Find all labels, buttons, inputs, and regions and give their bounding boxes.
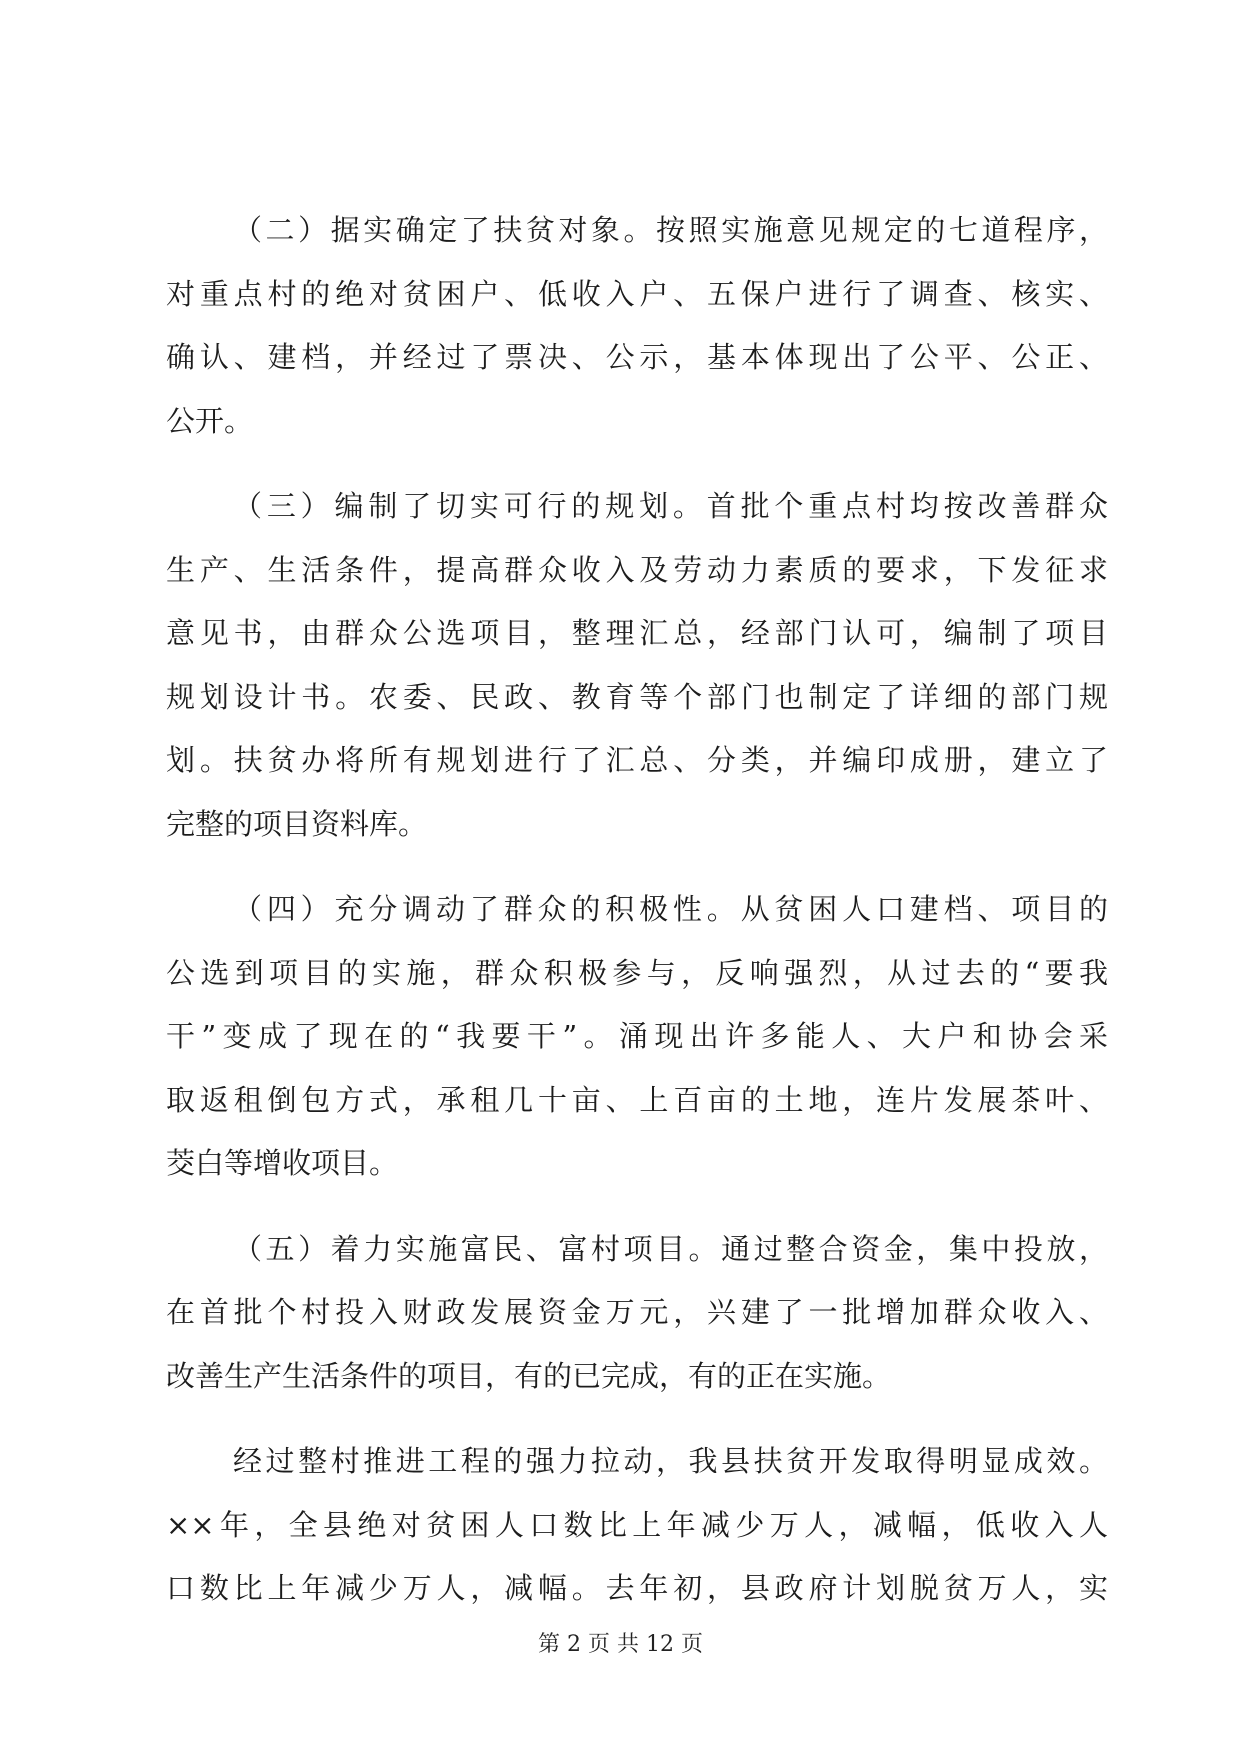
paragraph-determine-targets	[166, 199, 1108, 453]
text-line: 公选到项目的实施，群众积极参与，反响强烈，从过去的“要我	[166, 955, 1108, 990]
text-line: 干”变成了现在的“我要干”。涌现出许多能人、大户和协会采	[166, 1019, 1108, 1053]
text-line: 改善生产生活条件的项目，有的已完成，有的正在实施。	[166, 1358, 892, 1393]
text-line: （四）充分调动了群众的积极性。从贫困人口建档、项目的	[233, 892, 1108, 926]
text-line: 生产、生活条件，提高群众收入及劳动力素质的要求，下发征求	[166, 552, 1108, 587]
text-line: 公开。	[166, 403, 254, 438]
text-line: （三）编制了切实可行的规划。首批个重点村均按改善群众	[233, 489, 1108, 523]
paragraph-planning	[166, 475, 1108, 856]
text-line: 经过整村推进工程的强力拉动，我县扶贫开发取得明显成效。	[233, 1444, 1108, 1478]
text-line: （五）着力实施富民、富村项目。通过整合资金，集中投放，	[233, 1231, 1108, 1266]
document-body	[166, 199, 1108, 1643]
text-line: 口数比上年减少万人，减幅。去年初，县政府计划脱贫万人，实	[166, 1571, 1108, 1605]
text-line: （二）据实确定了扶贫对象。按照实施意见规定的七道程序，	[233, 213, 1108, 247]
text-line: 确认、建档，并经过了票决、公示，基本体现出了公平、公正、	[166, 340, 1108, 374]
text-line: 茭白等增收项目。	[166, 1146, 399, 1180]
text-line: 对重点村的绝对贫困户、低收入户、五保户进行了调查、核实、	[166, 276, 1108, 311]
text-line: 划。扶贫办将所有规划进行了汇总、分类，并编印成册，建立了	[166, 743, 1108, 777]
text-line: 取返租倒包方式，承租几十亩、上百亩的土地，连片发展茶叶、	[166, 1082, 1108, 1117]
text-line: 完整的项目资料库。	[166, 806, 428, 841]
paragraph-projects	[166, 1218, 1108, 1409]
page-number-footer: 第 2 页 共 12 页	[538, 1632, 703, 1657]
paragraph-mobilize-masses	[166, 878, 1108, 1196]
text-line: 意见书，由群众公选项目，整理汇总，经部门认可，编制了项目	[166, 616, 1108, 650]
paragraph-results	[166, 1430, 1108, 1621]
text-line: 在首批个村投入财政发展资金万元，兴建了一批增加群众收入、	[166, 1295, 1108, 1329]
text-line: 规划设计书。农委、民政、教育等个部门也制定了详细的部门规	[166, 679, 1108, 714]
text-line: ××年，全县绝对贫困人口数比上年减少万人，减幅，低收入人	[166, 1507, 1108, 1542]
